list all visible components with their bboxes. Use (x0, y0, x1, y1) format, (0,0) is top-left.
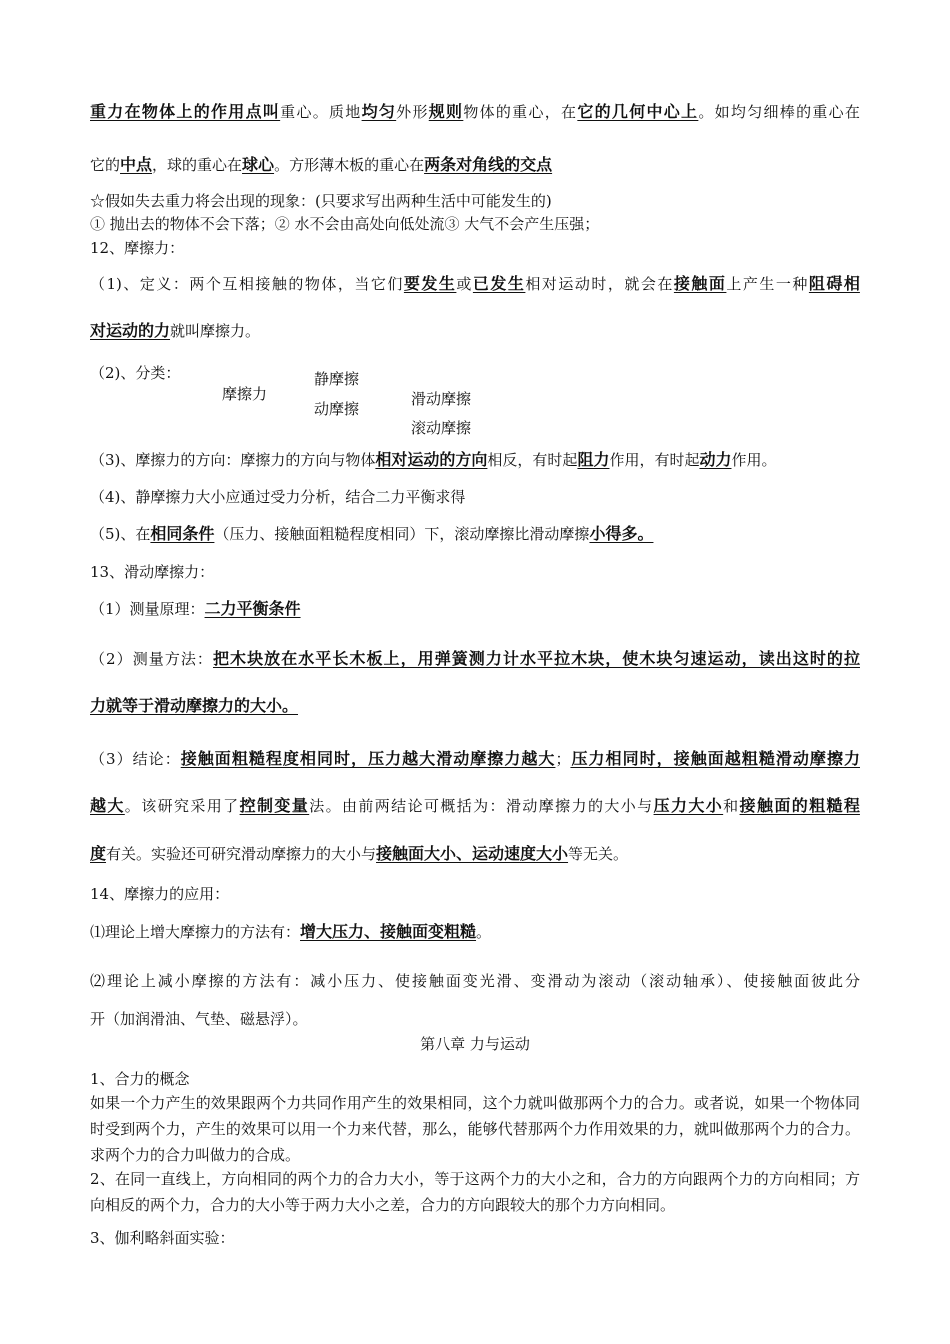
line-no-gravity-heading: ☆假如失去重力将会出现的现象：(只要求写出两种生活中可能发生的) (90, 192, 552, 210)
classification-sliding: 滑动摩擦 (411, 390, 472, 408)
text: 有关。实验还可研究滑动摩擦力的大小与 (106, 845, 377, 863)
text: 法。由前两结论可概括为：滑动摩擦力的大小与 (309, 797, 654, 815)
line-conclusion-cont (90, 795, 860, 817)
text: 。该研究采用了 (124, 797, 240, 815)
text: （1)、定义：两个互相接触的物体，当它们 (90, 275, 404, 293)
underlined-term: 球心 (242, 155, 275, 174)
underlined-term: 力就等于滑动摩擦力的大小。 (90, 696, 299, 715)
line-center-examples (90, 154, 860, 176)
line-static-friction: （4)、静摩擦力大小应通过受力分析，结合二力平衡求得 (90, 488, 466, 506)
underlined-term: 它的几何中心上 (577, 102, 699, 121)
text: 相对运动时，就会在 (525, 275, 674, 293)
underlined-term: 接触面大小、运动速度大小 (376, 844, 569, 863)
heading-resultant-force: 1、合力的概念 (90, 1070, 190, 1088)
text: ⑴理论上增大摩擦力的方法有： (90, 923, 301, 941)
underlined-term: 相对运动的方向 (375, 450, 488, 469)
classification-root: 摩擦力 (222, 385, 268, 403)
line-center-of-gravity (90, 101, 860, 123)
text: 它的 (90, 156, 121, 174)
underlined-term: 接触面 (673, 274, 727, 293)
underlined-term: 对运动的力 (90, 321, 171, 340)
classification-dynamic: 动摩擦 (314, 400, 360, 418)
line-decrease-friction-cont: 开（加润滑油、气垫、磁悬浮）。 (90, 1010, 308, 1028)
text: 。 (476, 923, 492, 941)
underlined-term: 重力在物体上的作用点叫 (90, 102, 281, 121)
paragraph-collinear-forces: 2、在同一直线上，方向相同的两个力的合力大小，等于这两个力的大小之和，合力的方向跟两个力的方向相同；方向相反的两个力，合力的大小等于两力大小之差，合力的方向跟较大的那个力方向相同。 (90, 1170, 860, 1214)
text: 等无关。 (568, 845, 629, 863)
underlined-term: 度 (90, 844, 107, 863)
underlined-term: 动力 (699, 450, 732, 469)
text: 。如均匀细棒的重心在 (698, 103, 860, 121)
line-friction-definition-cont (90, 320, 860, 342)
underlined-term: 越大 (90, 796, 125, 815)
section-heading-friction-applications: 14、摩擦力的应用： (90, 885, 230, 903)
text: 外形 (396, 103, 429, 121)
underlined-term: 接触面的粗糙程 (739, 796, 860, 815)
chapter-title: 第八章 力与运动 (420, 1035, 530, 1053)
text: 作用，有时起 (609, 451, 700, 469)
text: 和 (723, 797, 740, 815)
underlined-term: 阻力 (577, 450, 610, 469)
text: （2）测量方法： (90, 650, 213, 668)
underlined-term: 压力大小 (653, 796, 724, 815)
line-friction-direction (90, 449, 860, 471)
text: ； (555, 750, 571, 768)
underlined-term: 阻碍相 (808, 274, 860, 293)
section-heading-sliding-friction: 13、滑动摩擦力： (90, 563, 215, 581)
text: 作用。 (731, 451, 777, 469)
line-friction-definition (90, 273, 860, 295)
line-no-gravity-phenomena: ① 抛出去的物体不会下落；② 水不会由高处向低处流③ 大气不会产生压强； (90, 215, 600, 233)
underlined-term: 中点 (120, 155, 153, 174)
text: 重心。质地 (280, 103, 362, 121)
line-measure-method (90, 648, 860, 670)
text: ，球的重心在 (152, 156, 243, 174)
line-rolling-vs-sliding (90, 523, 860, 545)
text: （5)、在 (90, 525, 151, 543)
text: 。方形薄木板的重心在 (274, 156, 425, 174)
underlined-term: 要发生 (403, 274, 457, 293)
section-heading-friction: 12、摩擦力： (90, 239, 185, 257)
text: （压力、接触面粗糙程度相同）下，滚动摩擦比滑动摩擦 (214, 525, 590, 543)
underlined-term: 接触面粗糙程度相同时，压力越大滑动摩擦力越大 (180, 749, 556, 768)
paragraph-resultant-force: 如果一个力产生的效果跟两个力共同作用产生的效果相同，这个力就叫做那两个力的合力。或者说，如果一个物体同时受到两个力，产生的效果可以用一个力来代替，那么，能够代替那两个力作用效果的力，就叫做那两个力的合力。求两个力的合力叫做力的合成。 (90, 1094, 860, 1164)
line-measure-method-cont (90, 695, 860, 717)
line-conclusion (90, 748, 860, 770)
classification-static: 静摩擦 (314, 370, 360, 388)
line-increase-friction (90, 921, 860, 943)
underlined-term: 小得多。 (589, 524, 654, 543)
underlined-term: 相同条件 (150, 524, 215, 543)
line-conclusion-end (90, 843, 860, 865)
underlined-term: 均匀 (361, 102, 397, 121)
classification-rolling: 滚动摩擦 (411, 419, 472, 437)
underlined-term: 两条对角线的交点 (424, 155, 553, 174)
text: 相反，有时起 (487, 451, 578, 469)
line-decrease-friction: ⑵理论上减小摩擦的方法有：减小压力、使接触面变光滑、变滑动为滚动（滚动轴承）、使接触面彼此分 (90, 972, 860, 990)
text: 就叫摩擦力。 (170, 322, 261, 340)
underlined-term: 压力相同时，接触面越粗糙滑动摩擦力 (570, 749, 860, 768)
underlined-term: 规则 (428, 102, 464, 121)
underlined-term: 已发生 (472, 274, 526, 293)
text: 上产生一种 (726, 275, 809, 293)
underlined-term: 二力平衡条件 (204, 599, 301, 618)
underlined-term: 把木块放在水平长木板上，用弹簧测力计水平拉木块，使木块匀速运动，读出这时的拉 (212, 649, 860, 668)
text: 物体的重心，在 (463, 103, 578, 121)
text: （3)、摩擦力的方向：摩擦力的方向与物体 (90, 451, 376, 469)
classification-label: （2)、分类： (90, 364, 181, 382)
underlined-term: 控制变量 (239, 796, 310, 815)
line-measure-principle (90, 598, 860, 620)
text: （1）测量原理： (90, 600, 205, 618)
text: （3）结论： (90, 750, 181, 768)
text: 或 (456, 275, 473, 293)
heading-galileo-experiment: 3、伽利略斜面实验： (90, 1229, 235, 1247)
underlined-term: 增大压力、接触面变粗糙 (300, 922, 477, 941)
